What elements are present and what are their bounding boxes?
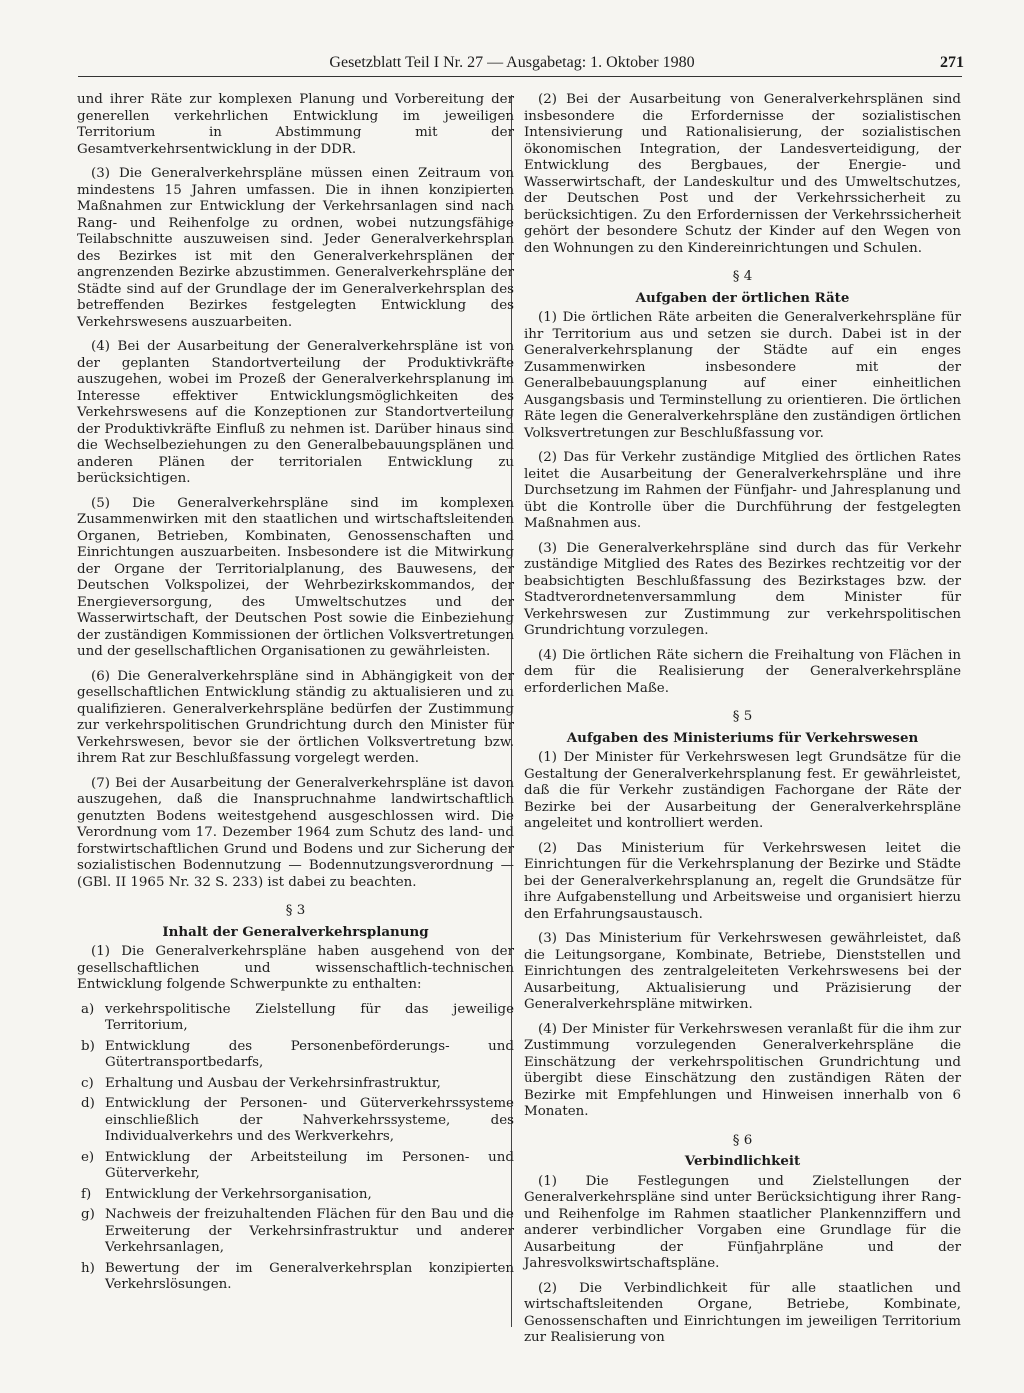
list-item xyxy=(77,1076,514,1093)
paragraph-5-4: (4) Der Minister für Verkehrswesen veranlaßt für die ihm zur Zustimmung vorzulegenden Generalverkehrspläne die Einschätzung der verkehrspolitischen Grundrichtung und übergibt diese Einschätzung den zuständigen Räten der Bezirke mit Empfehlungen und Hinweisen innerhalb von 6 Monaten. xyxy=(524,1021,961,1119)
header-rule xyxy=(78,76,962,77)
paragraph-2-6: (6) Die Generalverkehrspläne sind in Abhängigkeit von der gesellschaftlichen Entwicklung ständig zu aktualisieren und zu qualifizieren. Generalverkehrspläne bedürfen der Zustimmung zur verkehrspolitischen Grundrichtung durch den Minister für Verkehrswesen, bevor sie der örtlichen Volksvertretung bzw. ihrem Rat zur Beschlußfassung vorgelegt werden. xyxy=(77,668,514,766)
list-item-text: Entwicklung der Verkehrsorganisation, xyxy=(105,1186,372,1202)
paragraph-2-4: (4) Bei der Ausarbeitung der Generalverkehrspläne ist von der geplanten Standortverteilung der Produktivkräfte auszugehen, wobei im Prozeß der Generalverkehrsplanung im Interesse effektiver Entwicklungsmöglichkeiten des Verkehrswesens auf die Konzeptionen zur Standortverteilung der Produktivkräfte Einfluß zu nehmen ist. Darüber hinaus sind die Wechselbeziehungen zu den Generalbebauungsplänen und anderen Plänen der territorialen Entwicklung zu berücksichtigen. xyxy=(77,339,514,486)
list-item xyxy=(77,1002,514,1035)
section-6-title: Verbindlichkeit xyxy=(684,1153,801,1169)
list-item-text: Nachweis der freizuhaltenden Flächen für den Bau und die Erweiterung der Verkehrsinfrastruktur und anderer Verkehrsanlagen, xyxy=(105,1207,514,1255)
paragraph-4-1: (1) Die örtlichen Räte arbeiten die Generalverkehrspläne für ihr Territorium aus und setzen sie durch. Dabei ist in der Generalverkehrsplanung der Städte auf ein enges Zusammenwirken insbesondere mit der Generalbebauungsplanung auf einer einheitlichen Ausgangsbasis und Terminstellung zu orientieren. Die örtlichen Räte legen die Generalverkehrspläne den zuständigen örtlichen Volksvertretungen zur Beschlußfassung vor. xyxy=(524,310,961,441)
gazette-title: Gesetzblatt Teil I Nr. 27 — Ausgabetag: 1. Oktober 1980 xyxy=(329,54,695,71)
list-marker: g) xyxy=(81,1207,95,1222)
section-6-number: § 6 xyxy=(732,1132,753,1148)
paragraph-3-1: (1) Die Generalverkehrspläne haben ausgehend von der gesellschaftlichen und wissenschaftlich-technischen Entwicklung folgende Schwerpunkte zu enthalten: xyxy=(77,944,514,992)
paragraph-2-7: (7) Bei der Ausarbeitung der Generalverkehrspläne ist davon auszugehen, daß die Inanspruchnahme landwirtschaftlich genutzten Bodens weitestgehend ausgeschlossen wird. Die Verordnung vom 17. Dezember 1964 zum Schutz des land- und forstwirtschaftlichen Grund und Bodens und zur Sicherung der sozialistischen Bodennutzung — Bodennutzungsverordnung — (GBl. II 1965 Nr. 32 S. 233) ist dabei zu beachten. xyxy=(77,775,514,890)
list-marker: b) xyxy=(81,1038,95,1054)
left-column xyxy=(77,92,514,1302)
section-3-number: § 3 xyxy=(285,903,306,918)
paragraph-4-4: (4) Die örtlichen Räte sichern die Freihaltung von Flächen in dem für die Realisierung der Generalverkehrspläne erforderlichen Maße. xyxy=(524,647,961,696)
list-marker: d) xyxy=(81,1096,95,1111)
list-marker: f) xyxy=(81,1186,92,1202)
right-column xyxy=(524,92,961,1347)
list-item xyxy=(77,1039,514,1072)
section-4-title: Aufgaben der örtlichen Räte xyxy=(635,289,850,306)
list-item xyxy=(77,1096,514,1146)
list-marker: c) xyxy=(81,1075,94,1091)
paragraph-4-2: (2) Das für Verkehr zuständige Mitglied des örtlichen Rates leitet die Ausarbeitung der Generalverkehrspläne und ihre Durchsetzung im Rahmen der Fünfjahr- und Jahresplanung und übt die Kontrolle über die Durchführung der festgelegten Maßnahmen aus. xyxy=(524,450,961,531)
section-5-title: Aufgaben des Ministeriums für Verkehrswesen xyxy=(566,729,919,746)
section-3-list xyxy=(77,1002,514,1294)
list-item-text: Bewertung der im Generalverkehrsplan konzipierten Verkehrslösungen. xyxy=(105,1260,514,1292)
list-item xyxy=(77,1187,514,1204)
list-item-text: Entwicklung des Personenbeförderungs- und Gütertransportbedarfs, xyxy=(105,1038,514,1070)
section-3-title: Inhalt der Generalverkehrsplanung xyxy=(162,923,429,940)
paragraph-continued: und ihrer Räte zur komplexen Planung und Vorbereitung der generellen verkehrlichen Entwicklung im jeweiligen Territorium in Abstimmung mit der Gesamtverkehrsentwicklung in der DDR. xyxy=(77,92,514,157)
paragraph-2-3: (3) Die Generalverkehrspläne müssen einen Zeitraum von mindestens 15 Jahren umfassen. Die in ihnen konzipierten Maßnahmen zur Entwicklung der Verkehrsanlagen sind nach Rang- und Reihenfolge zu ordnen, wobei nutzungsfähige Teilabschnitte auszuweisen sind. Jeder Generalverkehrsplan des Bezirkes ist mit den Generalverkehrsplänen der angrenzenden Bezirke abzustimmen. Generalverkehrspläne der Städte sind auf der Grundlage der im Generalverkehrsplan des betreffenden Bezirkes festgelegten Entwicklung des Verkehrswesens auszuarbeiten. xyxy=(77,166,514,330)
paragraph-6-1: (1) Die Festlegungen und Zielstellungen der Generalverkehrspläne sind unter Berücksichtigung ihrer Rang- und Reihenfolge im Rahmen staatlicher Plankennziffern und anderer verbindlicher Vorgaben eine Grundlage für die Ausarbeitung der Fünfjahrpläne und der Jahresvolkswirtschaftspläne. xyxy=(524,1173,961,1271)
section-4-number: § 4 xyxy=(732,269,753,284)
list-item-text: Erhaltung und Ausbau der Verkehrsinfrastruktur, xyxy=(105,1075,441,1091)
paragraph-5-3: (3) Das Ministerium für Verkehrswesen gewährleistet, daß die Leitungsorgane, Kombinate, Betriebe, Dienststellen und Einrichtungen des zentralgeleiteten Verkehrswesens bei der Ausarbeitung, Aktualisierung und Präzisierung der Generalverkehrspläne mitwirken. xyxy=(524,931,961,1012)
list-item xyxy=(77,1150,514,1183)
paragraph-5-2: (2) Das Ministerium für Verkehrswesen leitet die Einrichtungen für die Verkehrsplanung der Bezirke und Städte bei der Generalverkehrsplanung an, regelt die Grundsätze für ihre Aufgabenstellung und Arbeitsweise und organisiert hierzu den Erfahrungsaustausch. xyxy=(524,840,961,922)
paragraph-2-5: (5) Die Generalverkehrspläne sind im komplexen Zusammenwirken mit den staatlichen und wirtschaftsleitenden Organen, Betrieben, Kombinaten, Genossenschaften und Einrichtungen auszuarbeiten. Insbesondere ist die Mitwirkung der Organe der Territorialplanung, des Bauwesens, der Deutschen Volkspolizei, der Wehrbezirkskommandos, der Energieversorgung, des Umweltschutzes und der Wasserwirtschaft, der Deutschen Post sowie die Einbeziehung der zuständigen Kommissionen der örtlichen Volksvertretungen und der gesellschaftlichen Organisationen zu gewährleisten. xyxy=(77,495,514,659)
list-item-text: Entwicklung der Personen- und Güterverkehrssysteme einschließlich der Nahverkehrssysteme, des Individualverkehrs und des Werkverkehrs, xyxy=(105,1096,514,1144)
list-marker: a) xyxy=(81,1001,95,1017)
list-marker: e) xyxy=(81,1149,95,1165)
page-header xyxy=(60,54,964,78)
paragraph-6-2: (2) Die Verbindlichkeit für alle staatlichen und wirtschaftsleitenden Organe, Betriebe, Kombinate, Genossenschaften und Einrichtungen im jeweiligen Territorium zur Realisierung von xyxy=(524,1280,961,1345)
paragraph-3-2: (2) Bei der Ausarbeitung von Generalverkehrsplänen sind insbesondere die Erfordernisse der sozialistischen Intensivierung und Rationalisierung, der sozialistischen ökonomischen Integration, der Landesverteidigung, der Entwicklung des Bergbaues, der Energie- und Wasserwirtschaft, der Landeskultur und des Umweltschutzes, der Deutschen Post und der Verkehrssicherheit zu berücksichtigen. Zu den Erfordernissen der Verkehrssicherheit gehört der besondere Schutz der Kinder auf den Wegen von den Wohnungen zu den Kindereinrichtungen und Schulen. xyxy=(524,92,961,256)
list-item-text: verkehrspolitische Zielstellung für das jeweilige Territorium, xyxy=(105,1001,514,1033)
paragraph-4-3: (3) Die Generalverkehrspläne sind durch das für Verkehr zuständige Mitglied des Rates des Bezirkes rechtzeitig vor der beabsichtigten Beschlußfassung des Bezirkstages bzw. der Stadtverordnetenversammlung dem Minister für Verkehrswesen zur Zustimmung zur verkehrspolitischen Grundrichtung vorzulegen. xyxy=(524,540,961,638)
list-item xyxy=(77,1207,514,1257)
page-number: 271 xyxy=(940,54,964,71)
paragraph-5-1: (1) Der Minister für Verkehrswesen legt Grundsätze für die Gestaltung der Generalverkehrsplanung fest. Er gewährleistet, daß die für Verkehr zuständigen Fachorgane der Räte der Bezirke bei der Ausarbeitung der Generalverkehrspläne angeleitet und kontrolliert werden. xyxy=(524,750,961,831)
list-item xyxy=(77,1261,514,1294)
list-marker: h) xyxy=(81,1260,95,1276)
section-5-number: § 5 xyxy=(732,709,753,724)
list-item-text: Entwicklung der Arbeitsteilung im Personen- und Güterverkehr, xyxy=(105,1149,514,1181)
